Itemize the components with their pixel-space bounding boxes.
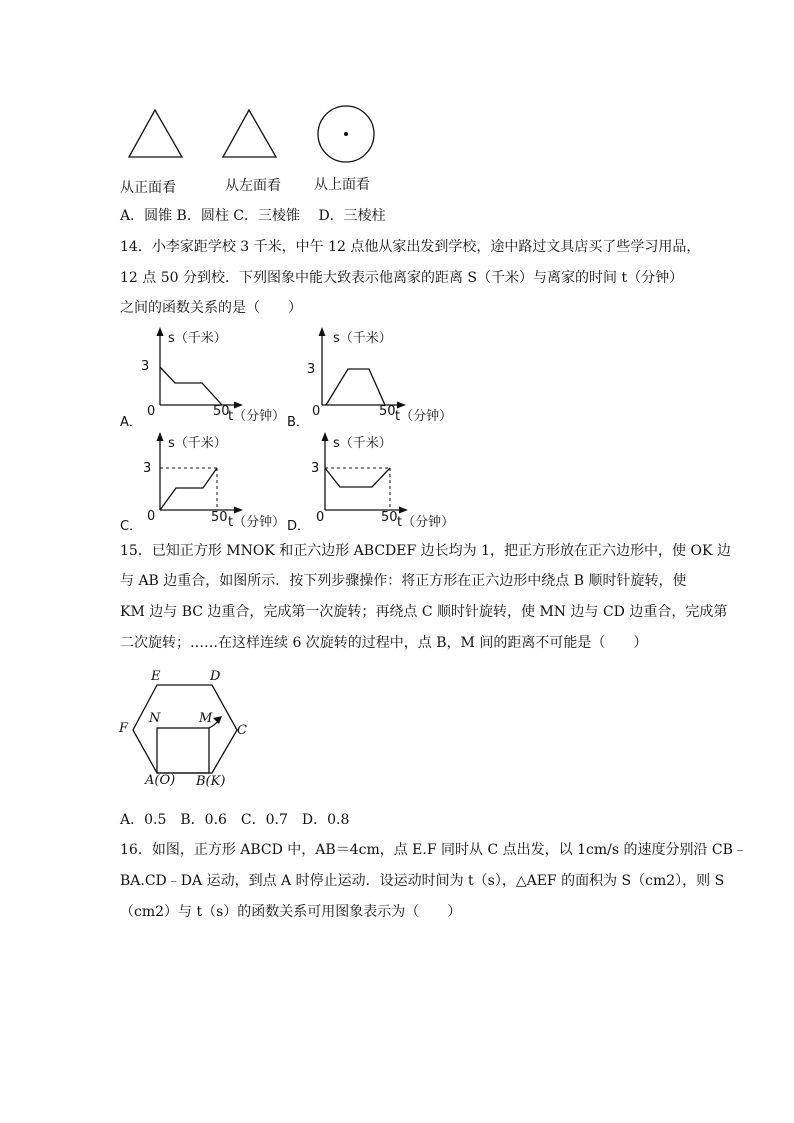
graph-b xyxy=(305,325,453,425)
top-view-circle xyxy=(315,104,377,166)
hex-label-c: C xyxy=(237,723,247,738)
graph-c xyxy=(140,430,285,530)
hex-label-a-o: A(O) xyxy=(145,773,176,788)
hexagon-square-figure xyxy=(115,665,255,795)
graph-d-s-axis-label: s（千米） xyxy=(333,436,392,451)
graph-a-s-tick: 3 xyxy=(141,359,150,374)
graph-a xyxy=(140,325,285,425)
front-view-triangle xyxy=(128,108,184,160)
q13-options: A．圆锥 B．圆柱 C．三棱锥 D．三棱柱 xyxy=(120,208,386,224)
option-label-d: D． xyxy=(287,519,311,534)
q16-line2: BA.CD﹣DA 运动，到点 A 时停止运动．设运动时间为 t（s），△AEF 的面积为 S（cm2），则 S xyxy=(120,873,725,889)
q15-line1: 15．已知正方形 MNOK 和正六边形 ABCDEF 边长均为 1，把正方形放在正六边形中，使 OK 边 xyxy=(120,543,731,559)
q15-line2: 与 AB 边重合，如图所示．按下列步骤操作：将正方形在正六边形中绕点 B 顺时针旋转，使 xyxy=(120,573,687,589)
graph-a-origin: 0 xyxy=(147,404,156,419)
top-view-caption: 从上面看 xyxy=(314,177,370,193)
q15-line3: KM 边与 BC 边重合，完成第一次旋转；再绕点 C 顺时针旋转，使 MN 边与 CD 边重合，完成第 xyxy=(120,604,728,620)
graph-b-t-tick: 50 xyxy=(379,404,396,419)
graph-b-s-axis-label: s（千米） xyxy=(333,331,392,346)
hex-label-b-k: B(K) xyxy=(196,774,226,789)
graph-c-origin: 0 xyxy=(147,509,156,524)
graph-a-s-axis-label: s（千米） xyxy=(168,331,227,346)
option-label-c: C． xyxy=(120,519,143,534)
graph-b-s-tick: 3 xyxy=(307,362,316,377)
graph-b-t-axis-label: t（分钟） xyxy=(395,409,453,424)
option-label-a: A． xyxy=(120,415,142,430)
q14-line1: 14．小李家距学校 3 千米，中午 12 点他从家出发到学校，途中路过文具店买了些学习用品， xyxy=(120,239,701,255)
left-view-triangle xyxy=(222,108,278,160)
square-label-n: N xyxy=(149,711,161,726)
hex-label-e: E xyxy=(151,669,161,684)
graph-c-s-axis-label: s（千米） xyxy=(168,436,227,451)
front-view-caption: 从正面看 xyxy=(120,180,176,196)
graph-d-origin: 0 xyxy=(316,510,325,525)
q15-options: A．0.5 B．0.6 C．0.7 D．0.8 xyxy=(120,812,350,828)
square-label-m: M xyxy=(199,711,213,726)
q15-line4: 二次旋转；……在这样连续 6 次旋转的过程中，点 B，M 间的距离不可能是（ ） xyxy=(120,635,648,651)
graph-d-s-tick: 3 xyxy=(311,461,320,476)
graph-d-t-tick: 50 xyxy=(381,510,398,525)
hex-label-d: D xyxy=(210,669,221,684)
graph-a-t-tick: 50 xyxy=(213,404,230,419)
option-label-b: B． xyxy=(287,415,309,430)
q14-line3: 之间的函数关系的是（ ） xyxy=(120,300,302,316)
graph-c-s-tick: 3 xyxy=(143,461,152,476)
graph-b-origin: 0 xyxy=(312,404,321,419)
hex-label-f: F xyxy=(119,721,129,736)
graph-c-t-axis-label: t（分钟） xyxy=(228,515,286,530)
graph-a-t-axis-label: t（分钟） xyxy=(228,409,286,424)
graph-d xyxy=(305,430,455,530)
q14-line2: 12 点 50 分到校．下列图象中能大致表示他离家的距离 S（千米）与离家的时间 t（分钟） xyxy=(120,270,684,286)
graph-d-t-axis-label: t（分钟） xyxy=(397,515,455,530)
q16-line3: （cm2）与 t（s）的函数关系可用图象表示为（ ） xyxy=(120,904,462,920)
graph-c-t-tick: 50 xyxy=(211,510,228,525)
q16-line1: 16．如图，正方形 ABCD 中，AB＝4cm，点 E.F 同时从 C 点出发，以 1cm/s 的速度分别沿 CB﹣ xyxy=(120,842,747,858)
left-view-caption: 从左面看 xyxy=(225,178,281,194)
